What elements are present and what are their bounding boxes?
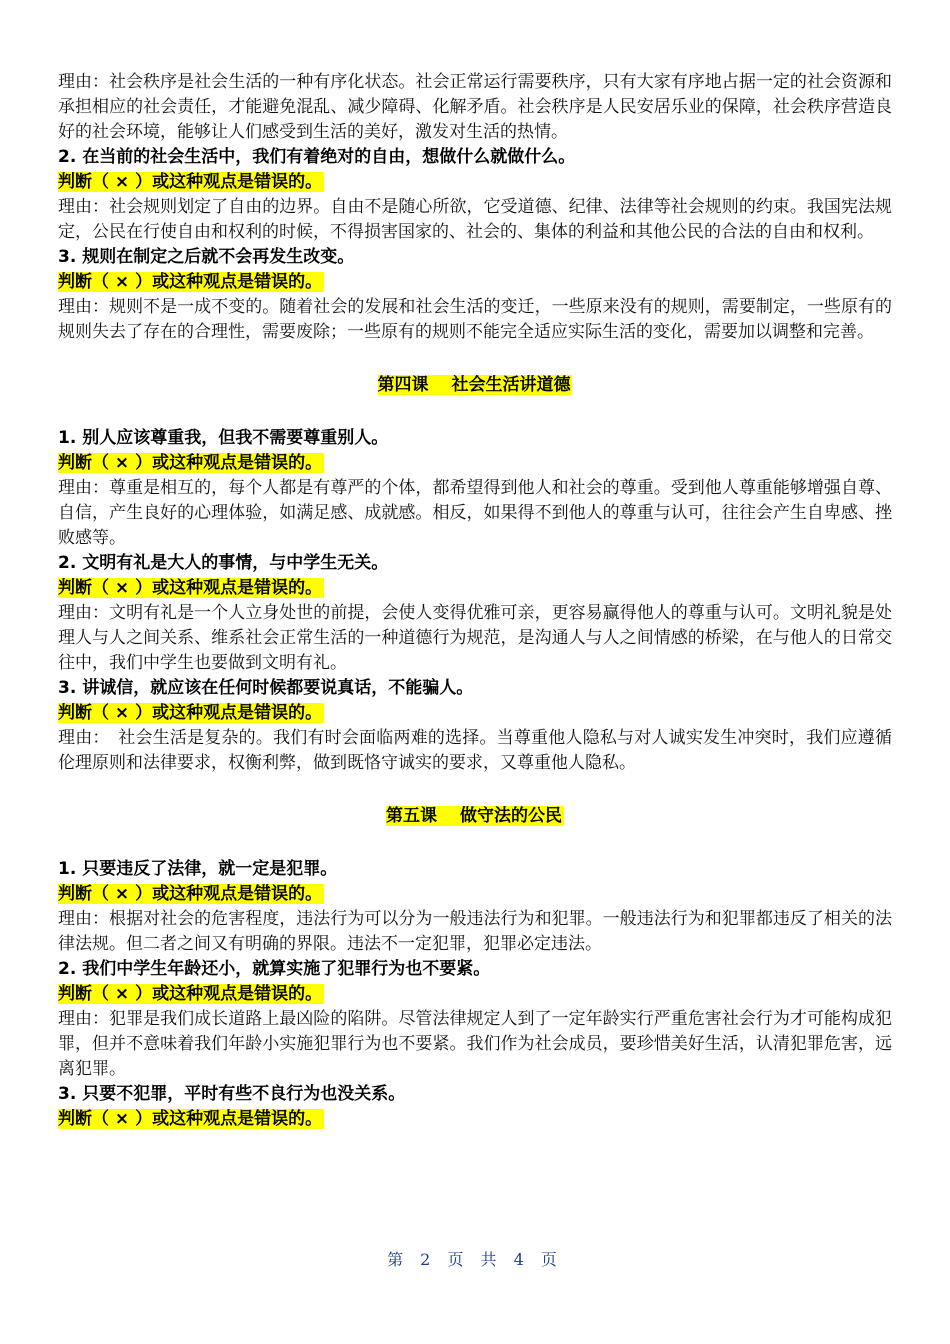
question-text: 2. 文明有礼是大人的事情，与中学生无关。 — [58, 553, 389, 573]
reason-text: 理由： 社会生活是复杂的。我们有时会面临两难的选择。当尊重他人隐私与对人诚实发生冲突时，我们应遵循伦理原则和法律要求，权衡利弊，做到既恪守诚实的要求，又尊重他人隐私。 — [58, 728, 892, 773]
reason-text: 理由：规则不是一成不变的。随着社会的发展和社会生活的变迁，一些原来没有的规则，需要制定，一些原有的规则失去了存在的合理性，需要废除；一些原有的规则不能完全适应实际生活的变化，需要加以调整和完善。 — [58, 297, 892, 342]
question-text: 1. 别人应该尊重我，但我不需要尊重别人。 — [58, 428, 389, 448]
question-text: 2. 我们中学生年龄还小，就算实施了犯罪行为也不要紧。 — [58, 959, 491, 979]
judgement-highlight: 判断（ × ）或这种观点是错误的。 — [58, 1109, 323, 1129]
judgement-line — [58, 270, 892, 295]
judgement-line — [58, 701, 892, 726]
question-text: 3. 规则在制定之后就不会再发生改变。 — [58, 247, 355, 267]
judgement-line — [58, 982, 892, 1007]
judgement-highlight: 判断（ × ）或这种观点是错误的。 — [58, 172, 323, 192]
judgement-highlight: 判断（ × ）或这种观点是错误的。 — [58, 272, 323, 292]
judgement-line — [58, 170, 892, 195]
reason-text: 理由：尊重是相互的，每个人都是有尊严的个体，都希望得到他人和社会的尊重。受到他人尊重能够增强自尊、自信，产生良好的心理体验，如满足感、成就感。相反，如果得不到他人的尊重与认可，往往会产生自卑感、挫败感等。 — [58, 478, 892, 548]
reason-text: 理由：根据对社会的危害程度，违法行为可以分为一般违法行为和犯罪。一般违法行为和犯罪都违反了相关的法律法规。但二者之间又有明确的界限。违法不一定犯罪，犯罪必定违法。 — [58, 909, 892, 954]
judgement-line — [58, 576, 892, 601]
judgement-line — [58, 882, 892, 907]
lesson-heading-highlight: 第四课 社会生活讲道德 — [377, 375, 571, 395]
page-number-footer: 第 2 页 共 4 页 — [387, 1250, 563, 1269]
reason-text: 理由：文明有礼是一个人立身处世的前提，会使人变得优雅可亲，更容易赢得他人的尊重与认可。文明礼貌是处理人与人之间关系、维系社会正常生活的一种道德行为规范，是沟通人与人之间情感的桥梁，在与他人的日常交往中，我们中学生也要做到文明有礼。 — [58, 603, 892, 673]
reason-text: 理由：社会规则划定了自由的边界。自由不是随心所欲，它受道德、纪律、法律等社会规则的约束。我国宪法规定，公民在行使自由和权利的时候，不得损害国家的、社会的、集体的利益和其他公民的合法的自由和权利。 — [58, 197, 892, 242]
judgement-line — [58, 1107, 892, 1132]
judgement-highlight: 判断（ × ）或这种观点是错误的。 — [58, 703, 323, 723]
reason-text: 理由：犯罪是我们成长道路上最凶险的陷阱。尽管法律规定人到了一定年龄实行严重危害社会行为才可能构成犯罪，但并不意味着我们年龄小实施犯罪行为也不要紧。我们作为社会成员，要珍惜美好生活，认清犯罪危害，远离犯罪。 — [58, 1009, 892, 1079]
lesson-heading — [58, 804, 892, 829]
document-body — [58, 70, 892, 1132]
judgement-highlight: 判断（ × ）或这种观点是错误的。 — [58, 884, 323, 904]
reason-text: 理由：社会秩序是社会生活的一种有序化状态。社会正常运行需要秩序，只有大家有序地占据一定的社会资源和承担相应的社会责任，才能避免混乱、减少障碍、化解矛盾。社会秩序是人民安居乐业的保障，社会秩序营造良好的社会环境，能够让人们感受到生活的美好，激发对生活的热情。 — [58, 72, 892, 142]
judgement-highlight: 判断（ × ）或这种观点是错误的。 — [58, 984, 323, 1004]
lesson-heading-highlight: 第五课 做守法的公民 — [386, 806, 562, 826]
question-text: 2. 在当前的社会生活中，我们有着绝对的自由，想做什么就做什么。 — [58, 147, 576, 167]
judgement-line — [58, 451, 892, 476]
question-text: 3. 讲诚信，就应该在任何时候都要说真话，不能骗人。 — [58, 678, 474, 698]
question-text: 1. 只要违反了法律，就一定是犯罪。 — [58, 859, 338, 879]
lesson-heading — [58, 373, 892, 398]
judgement-highlight: 判断（ × ）或这种观点是错误的。 — [58, 453, 323, 473]
question-text: 3. 只要不犯罪，平时有些不良行为也没关系。 — [58, 1084, 406, 1104]
judgement-highlight: 判断（ × ）或这种观点是错误的。 — [58, 578, 323, 598]
